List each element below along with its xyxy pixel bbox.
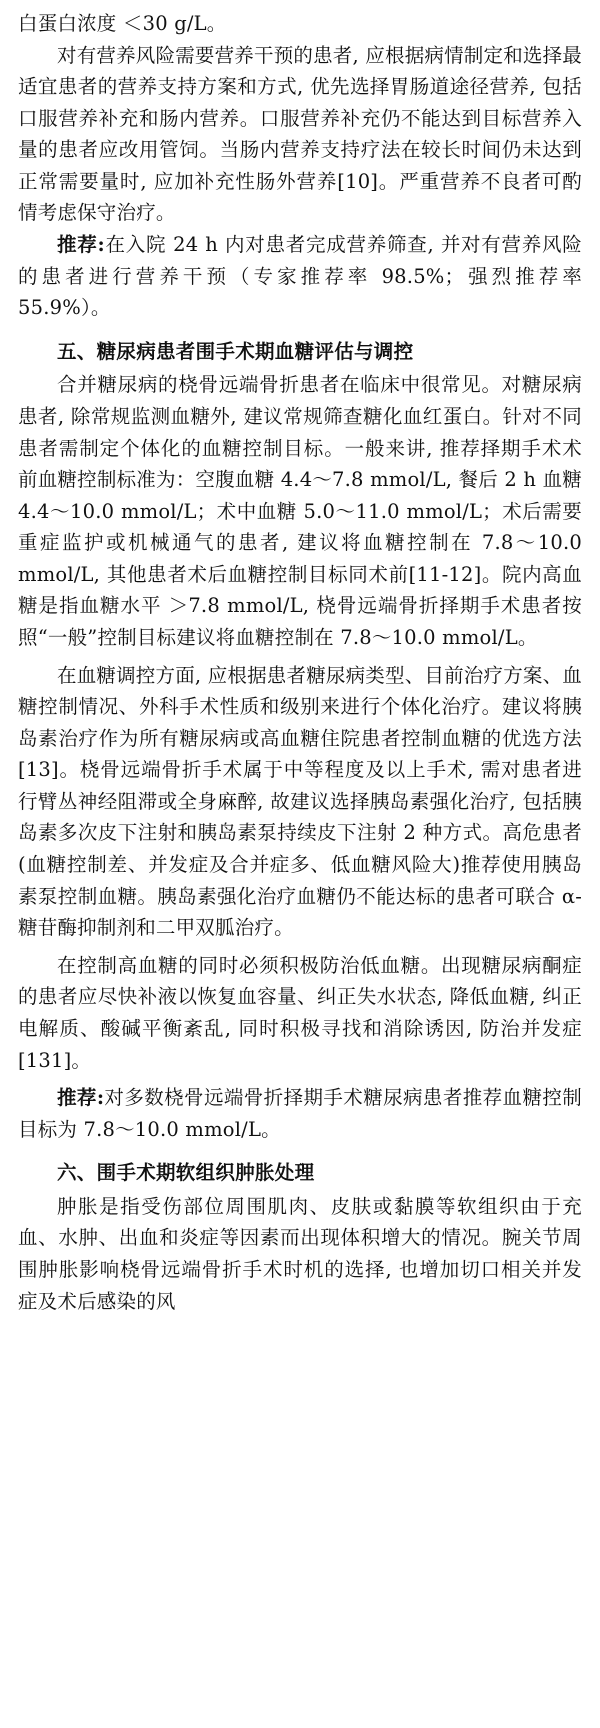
heading-section-five: 五、糖尿病患者围手术期血糖评估与调控 [57,339,414,363]
spacer [18,324,582,330]
paragraph-recommendation-nutrition [18,229,582,324]
heading-section-six: 六、围手术期软组织肿胀处理 [57,1161,315,1185]
spacer [18,1145,582,1151]
paragraph-diabetes-overview: 合并糖尿病的桡骨远端骨折患者在临床中很常见。对糖尿病患者, 除常规监测血糖外, 建议常规筛查糖化血红蛋白。针对不同患者需制定个体化的血糖控制目标。一般来讲, 推荐择期手术术前血糖控制标准为：空腹血糖 4.4～7.8 mmol/L, 餐后 2 h 血糖 4.4～10.0 mmol/L；术中血糖 5.0～11.0 mmol/L；术后需要重症监护或机械通气的患者, 建议将血糖控制在 7.8～10.0 mmol/L, 其他患者术后血糖控制目标同术前[11-12]。院内高血糖是指血糖水平 ＞7.8 mmol/L, 桡骨远端骨折择期手术患者按照“一般”控制目标建议将血糖控制在 7.8～10.0 mmol/L。 [18,373,582,649]
paragraph-hypoglycemia-prevention: 在控制高血糖的同时必须积极防治低血糖。出现糖尿病酮症的患者应尽快补液以恢复血容量、纠正失水状态, 降低血糖, 纠正电解质、酸碱平衡紊乱, 同时积极寻找和消除诱因, 防治并发症[131]。 [18,953,582,1072]
paragraph-albumin: 白蛋白浓度 ＜30 g/L。 [18,12,227,35]
recommendation-text-glucose: 对多数桡骨远端骨折择期手术糖尿病患者推荐血糖控制目标为 7.8～10.0 mmol/L。 [18,1086,582,1141]
paragraph-swelling-definition: 肿胀是指受伤部位周围肌肉、皮肤或黏膜等软组织由于充血、水肿、出血和炎症等因素而出现体积增大的情况。腕关节周围肿胀影响桡骨远端骨折手术时机的选择, 也增加切口相关并发症及术后感染的风 [18,1194,582,1313]
paragraph-insulin-therapy: 在血糖调控方面, 应根据患者糖尿病类型、目前治疗方案、血糖控制情况、外科手术性质和级别来进行个体化治疗。建议将胰岛素治疗作为所有糖尿病或高血糖住院患者控制血糖的优选方法[13]。桡骨远端骨折手术属于中等程度及以上手术, 需对患者进行臂丛神经阻滞或全身麻醉, 故建议选择胰岛素强化治疗, 包括胰岛素多次皮下注射和胰岛素泵持续皮下注射 2 种方式。高危患者(血糖控制差、并发症及合并症多、低血糖风险大)推荐使用胰岛素泵控制血糖。胰岛素强化治疗血糖仍不能达标的患者可联合 α- 糖苷酶抑制剂和二甲双胍治疗。 [18,663,582,940]
recommendation-text-nutrition: 在入院 24 h 内对患者完成营养筛查, 并对有营养风险的患者进行营养干预（专家推荐率 98.5%；强烈推荐率 55.9%）。 [18,233,582,320]
recommendation-label-nutrition: 推荐: [57,233,105,257]
paragraph-nutrition-intervention: 对有营养风险需要营养干预的患者, 应根据病情制定和选择最适宜患者的营养支持方案和方式, 优先选择胃肠道途径营养, 包括口服营养补充和肠内营养。口服营养补充仍不能达到目标营养入量的患者应改用管饲。当肠内营养支持疗法在较长时间仍未达到正常需要量时, 应加补充性肠外营养[10]。严重营养不良者可酌情考虑保守治疗。 [18,43,582,225]
recommendation-label-glucose: 推荐: [57,1086,105,1110]
paragraph-recommendation-glucose [18,1082,582,1145]
